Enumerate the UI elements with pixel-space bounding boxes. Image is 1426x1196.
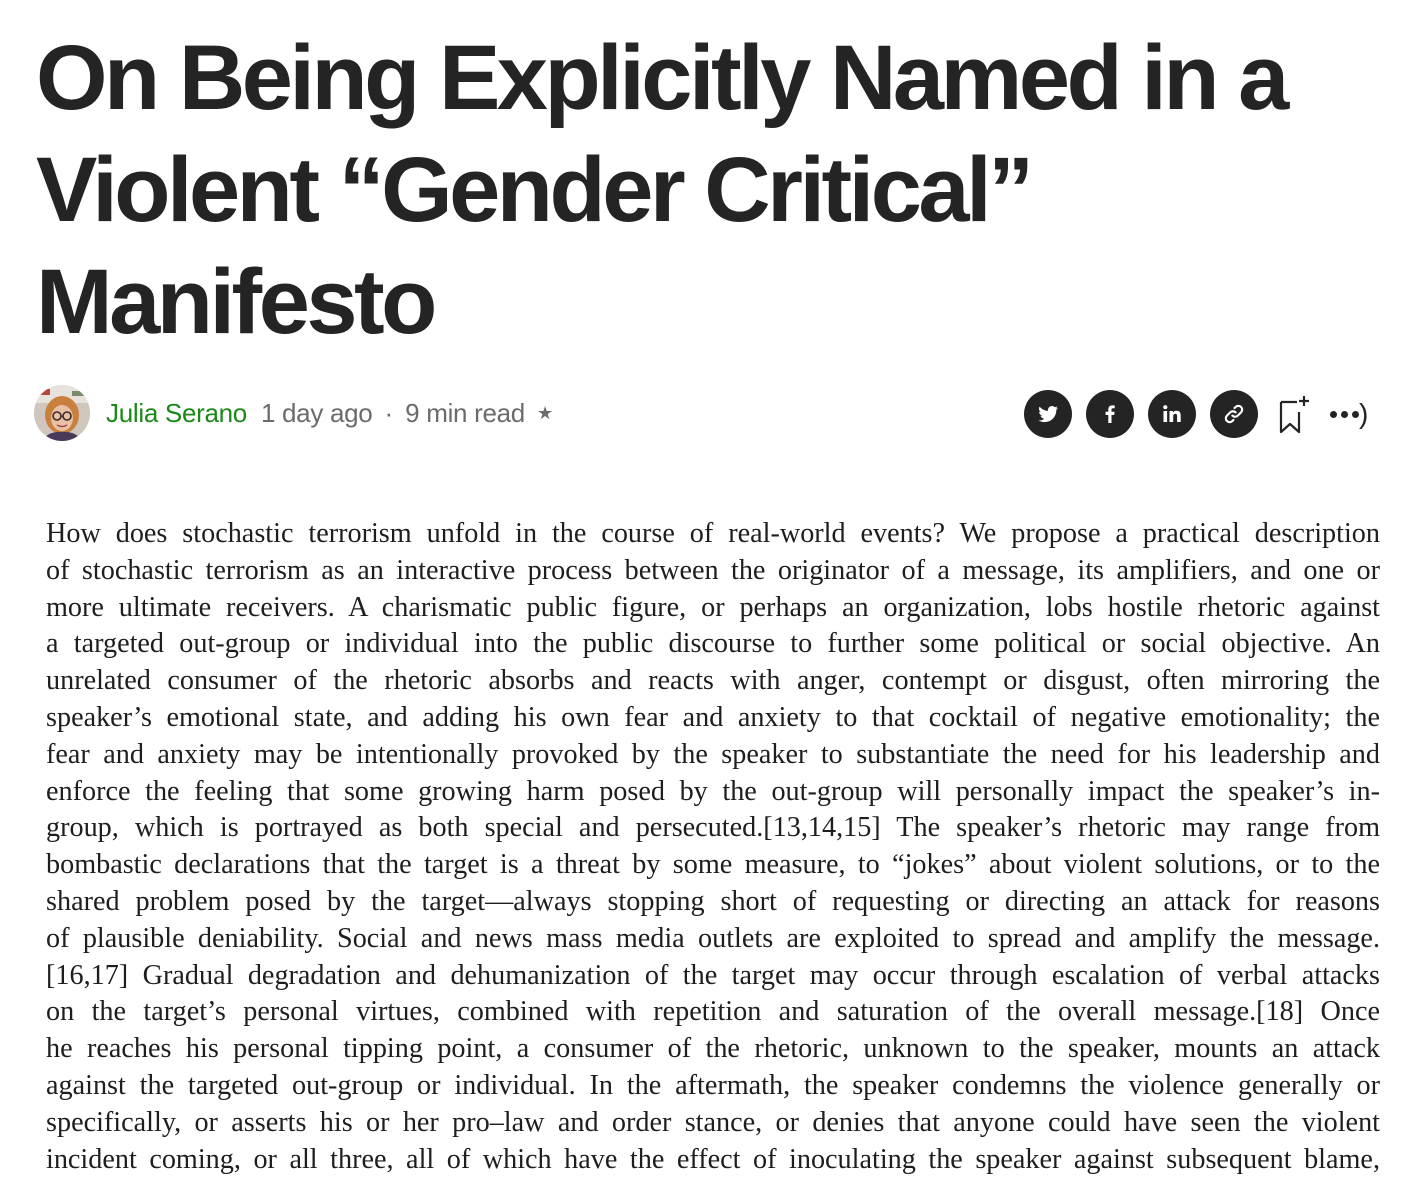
excerpt-line: bombastic declarations that the target is a threat by some measure, to “jokes” about violent solutions, or to the [46, 849, 1380, 881]
facebook-share-button[interactable] [1086, 390, 1134, 438]
excerpt-line: group, which is portrayed as both special and persecuted.[13,14,15] The speaker’s rhetoric may range from [46, 812, 1380, 844]
article-title [36, 22, 1376, 358]
excerpt-line: fear and anxiety may be intentionally provoked by the speaker to substantiate the need for his leadership and [46, 738, 1380, 770]
post-date: 1 day ago [260, 397, 373, 428]
author-name-link[interactable]: Julia Serano [106, 397, 247, 428]
excerpt-line: he reaches his personal tipping point, a consumer of the rhetoric, unknown to the speaker, mounts an attack [46, 1033, 1380, 1065]
more-suffix: ) [1359, 398, 1369, 429]
linkedin-icon [1160, 402, 1184, 426]
excerpt-line: speaker’s emotional state, and adding his own fear and anxiety to that cocktail of negative emotionality; the [46, 701, 1380, 733]
excerpt-line: [16,17] Gradual degradation and dehumanization of the target may occur through escalation of verbal attacks [46, 959, 1380, 991]
more-icon [1330, 411, 1359, 418]
more-options-button[interactable] [1330, 398, 1368, 430]
excerpt-line: unrelated consumer of the rhetoric absorbs and reacts with anger, contempt or disgust, often mirroring the [46, 665, 1380, 697]
facebook-icon [1098, 402, 1122, 426]
excerpt-line: of plausible deniability. Social and news mass media outlets are exploited to spread and amplify the message. [46, 922, 1380, 954]
twitter-icon [1036, 402, 1060, 426]
meta-separator: · [384, 397, 394, 428]
excerpt-line: more ultimate receivers. A charismatic public figure, or perhaps an organization, lobs hostile rhetoric against [46, 591, 1380, 623]
excerpt-line: on the target’s personal virtues, combined with repetition and saturation of the overall message.[18] Once [46, 996, 1380, 1028]
excerpt-line: incident coming, or all three, all of which have the effect of inoculating the speaker against subsequent blame, [46, 1143, 1380, 1175]
excerpt-line: specifically, or asserts his or her pro–law and order stance, or denies that anyone could have seen the violent [46, 1106, 1380, 1138]
title-line: Manifesto [36, 251, 434, 353]
byline [34, 384, 553, 442]
save-bookmark-button[interactable] [1274, 390, 1314, 438]
link-icon [1221, 401, 1247, 427]
title-line: Violent “Gender Critical” [36, 139, 1031, 241]
bookmark-add-icon [1277, 394, 1311, 434]
copy-link-button[interactable] [1210, 390, 1258, 438]
member-star-icon: ★ [536, 402, 554, 423]
excerpt-line: How does stochastic terrorism unfold in the course of real-world events? We propose a practical description [46, 518, 1380, 549]
twitter-share-button[interactable] [1024, 390, 1072, 438]
author-avatar[interactable] [34, 385, 90, 441]
excerpt-line: a targeted out-group or individual into the public discourse to further some political or social objective. An [46, 628, 1380, 660]
read-time: 9 min read [405, 397, 525, 428]
excerpt-line: of stochastic terrorism as an interactive process between the originator of a message, its amplifiers, and one or [46, 554, 1380, 586]
quoted-excerpt-image [46, 516, 1380, 1178]
excerpt-line: enforce the feeling that some growing harm posed by the out-group will personally impact the speaker’s in- [46, 775, 1380, 807]
linkedin-share-button[interactable] [1148, 390, 1196, 438]
share-actions [1024, 390, 1368, 438]
excerpt-line: shared problem posed by the target—always stopping short of requesting or directing an attack for reasons [46, 885, 1380, 917]
title-line: On Being Explicitly Named in a [36, 27, 1286, 129]
excerpt-line: against the targeted out-group or individual. In the aftermath, the speaker condemns the violence generally or [46, 1069, 1380, 1101]
